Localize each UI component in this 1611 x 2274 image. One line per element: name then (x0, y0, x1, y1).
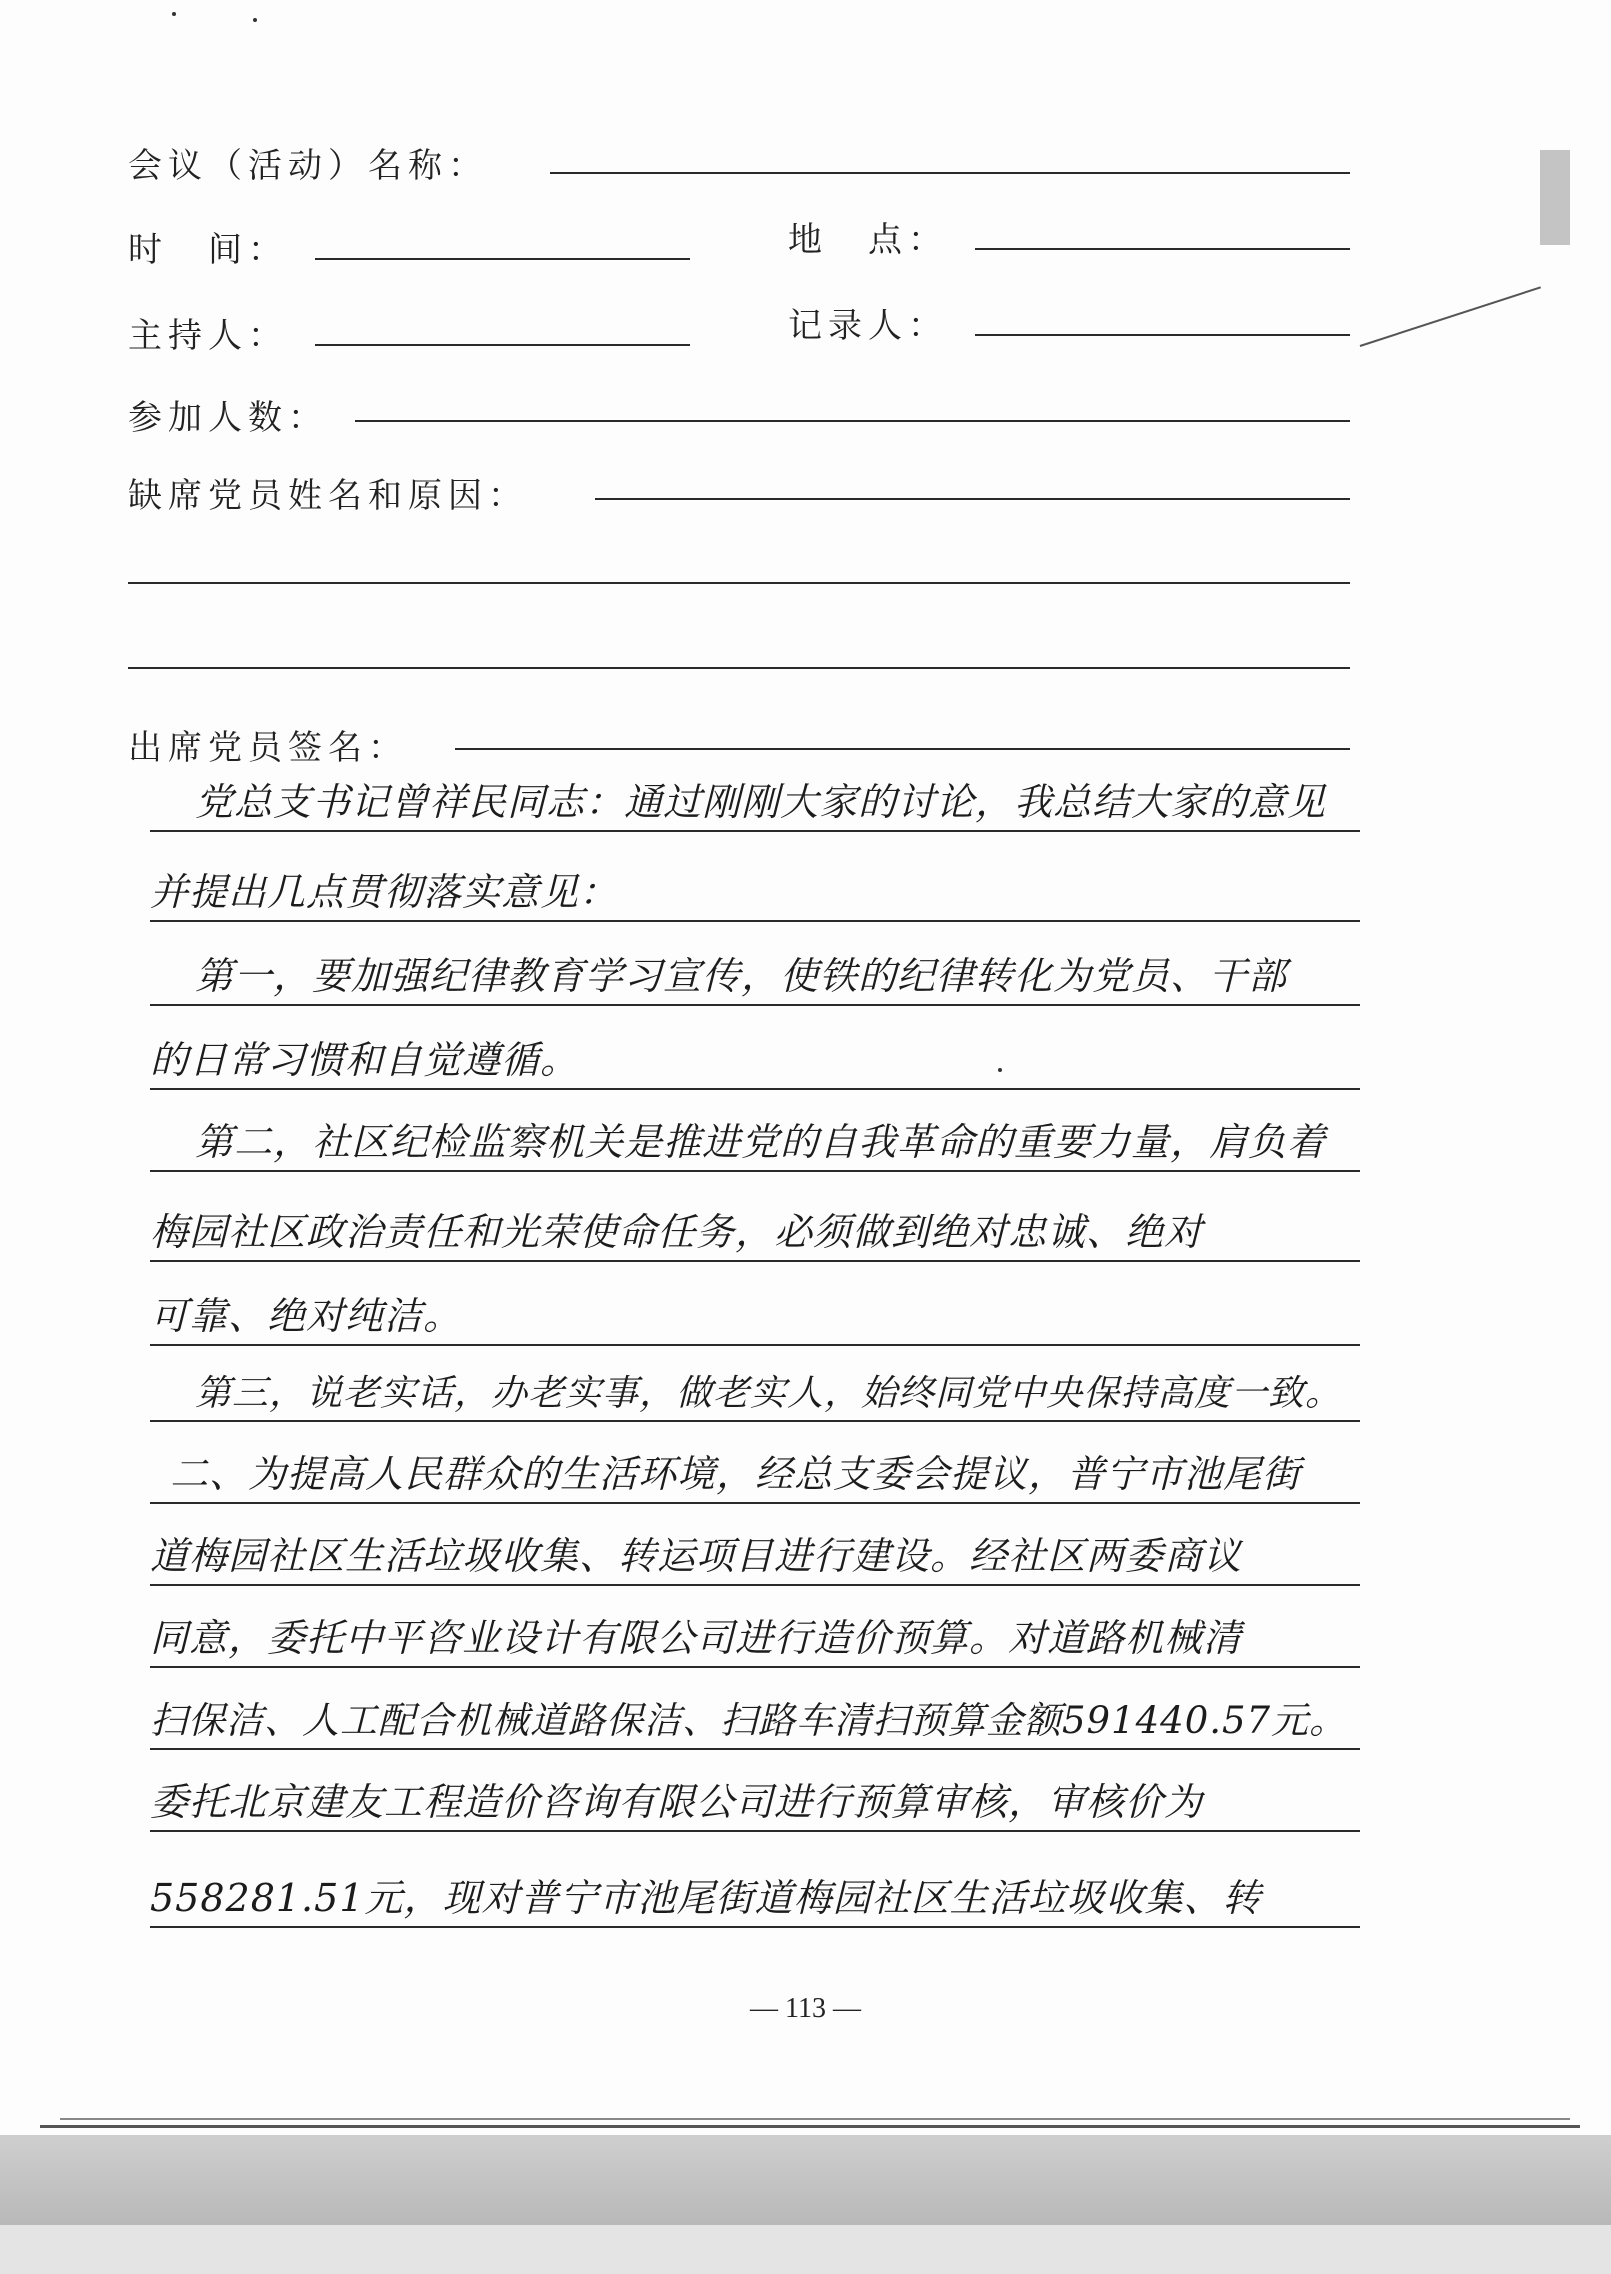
handwritten-line: 道梅园社区生活垃圾收集、转运项目进行建设。经社区两委商议 (150, 1530, 1360, 1586)
attendee-count-label: 参加人数： (128, 398, 328, 438)
page-stack-edge (60, 2118, 1570, 2120)
signature-label: 出席党员签名： (128, 728, 408, 768)
handwritten-line: 同意，委托中平咨业设计有限公司进行造价预算。对道路机械清 (150, 1612, 1360, 1668)
handwritten-line: 党总支书记曾祥民同志：通过刚刚大家的讨论，我总结大家的意见 (150, 776, 1360, 832)
scan-speck (253, 18, 257, 22)
handwritten-line: 的日常习惯和自觉遵循。 (150, 1034, 1360, 1090)
meeting-name-field (550, 172, 1350, 174)
recorder-field (975, 334, 1350, 336)
time-field (315, 258, 690, 260)
meeting-name-label: 会议（活动）名称： (128, 146, 488, 186)
location-label: 地 点： (788, 220, 948, 260)
scanner-bed (0, 2225, 1611, 2274)
handwritten-line: 第三，说老实话，办老实事，做老实人，始终同党中央保持高度一致。 (150, 1366, 1360, 1422)
recorder-label: 记录人： (788, 306, 948, 346)
scanner-bed-shadow (0, 2135, 1611, 2225)
handwritten-line: 并提出几点贯彻落实意见： (150, 866, 1360, 922)
handwritten-line: 梅园社区政治责任和光荣使命任务，必须做到绝对忠诚、绝对 (150, 1206, 1360, 1262)
handwritten-line: 扫保洁、人工配合机械道路保洁、扫路车清扫预算金额591440.57元。 (150, 1694, 1360, 1750)
handwritten-line: 第二，社区纪检监察机关是推进党的自我革命的重要力量，肩负着 (150, 1116, 1360, 1172)
absent-members-field-line3 (128, 667, 1350, 669)
scan-speck (172, 12, 176, 16)
absent-members-field-line2 (128, 582, 1350, 584)
handwritten-line: 二、为提高人民群众的生活环境，经总支委会提议，普宁市池尾街 (150, 1448, 1360, 1504)
host-field (315, 344, 690, 346)
page-stack-edge (40, 2125, 1580, 2128)
time-label: 时 间： (128, 230, 288, 270)
attendee-count-field (355, 420, 1350, 422)
handwritten-line: 558281.51元，现对普宁市池尾街道梅园社区生活垃圾收集、转 (150, 1872, 1360, 1928)
page-number: — 113 — (750, 1993, 861, 2024)
location-field (975, 248, 1350, 250)
host-label: 主持人： (128, 316, 288, 356)
absent-members-label: 缺席党员姓名和原因： (128, 476, 528, 516)
scan-edge-tab (1540, 150, 1570, 245)
handwritten-line: 委托北京建友工程造价咨询有限公司进行预算审核，审核价为 (150, 1776, 1360, 1832)
stray-pen-mark (1360, 286, 1541, 347)
absent-members-field (595, 498, 1350, 500)
handwritten-line: 第一，要加强纪律教育学习宣传，使铁的纪律转化为党员、干部 (150, 950, 1360, 1006)
signature-field (455, 748, 1350, 750)
handwritten-line: 可靠、绝对纯洁。 (150, 1290, 1360, 1346)
